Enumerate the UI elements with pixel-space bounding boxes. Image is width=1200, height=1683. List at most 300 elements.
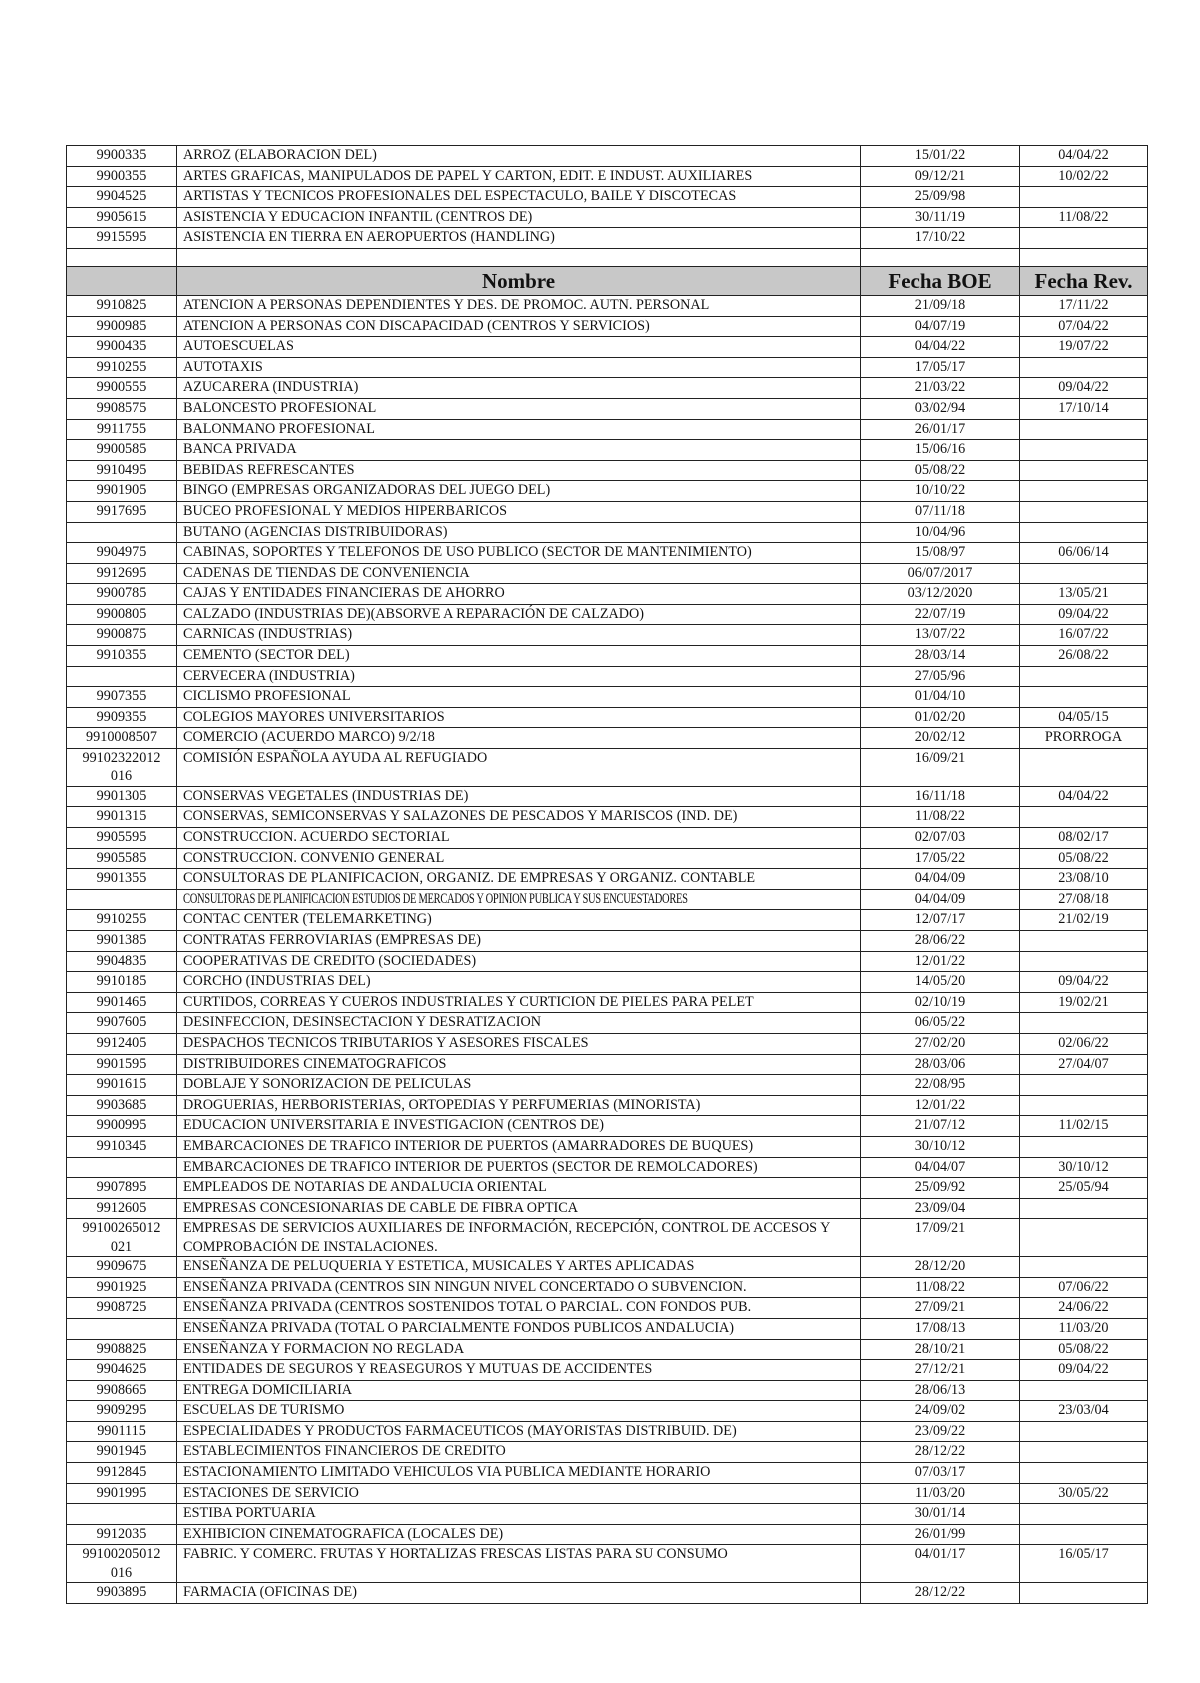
fecha-boe-cell: 17/05/17 <box>861 357 1020 378</box>
code-cell: 99100265012 021 <box>67 1219 177 1257</box>
code-cell: 9910355 <box>67 646 177 667</box>
code-cell: 9901465 <box>67 992 177 1013</box>
table-row <box>67 228 1148 249</box>
fecha-rev-cell <box>1020 1136 1148 1157</box>
code-cell: 9901595 <box>67 1054 177 1075</box>
fecha-rev-cell <box>1020 357 1148 378</box>
fecha-boe-cell: 13/07/22 <box>861 625 1020 646</box>
code-cell <box>67 1157 177 1178</box>
name-cell: CONTAC CENTER (TELEMARKETING) <box>177 910 861 931</box>
code-cell: 9905585 <box>67 848 177 869</box>
code-cell: 9910008507 <box>67 728 177 749</box>
code-cell: 9912845 <box>67 1463 177 1484</box>
fecha-boe-cell: 30/10/12 <box>861 1136 1020 1157</box>
table-row <box>67 1013 1148 1034</box>
name-cell: AZUCARERA (INDUSTRIA) <box>177 378 861 399</box>
header-row <box>67 266 1148 295</box>
fecha-boe-cell: 20/02/12 <box>861 728 1020 749</box>
name-cell: CERVECERA (INDUSTRIA) <box>177 666 861 687</box>
fecha-boe-cell: 30/11/19 <box>861 207 1020 228</box>
fecha-boe-cell: 28/10/21 <box>861 1339 1020 1360</box>
name-cell: CICLISMO PROFESIONAL <box>177 687 861 708</box>
name-cell: CAJAS Y ENTIDADES FINANCIERAS DE AHORRO <box>177 584 861 605</box>
fecha-boe-cell: 04/04/09 <box>861 869 1020 890</box>
name-cell: ENTIDADES DE SEGUROS Y REASEGUROS Y MUTUAS DE ACCIDENTES <box>177 1360 861 1381</box>
table-row <box>67 1116 1148 1137</box>
fecha-rev-cell: 23/08/10 <box>1020 869 1148 890</box>
empty-cell <box>177 248 861 266</box>
fecha-boe-cell: 23/09/04 <box>861 1198 1020 1219</box>
code-cell: 9900335 <box>67 146 177 167</box>
code-cell: 99100205012 016 <box>67 1545 177 1583</box>
code-cell: 9912695 <box>67 563 177 584</box>
fecha-rev-cell <box>1020 951 1148 972</box>
name-cell: DESINFECCION, DESINSECTACION Y DESRATIZACION <box>177 1013 861 1034</box>
fecha-boe-cell: 27/12/21 <box>861 1360 1020 1381</box>
fecha-rev-cell <box>1020 807 1148 828</box>
fecha-boe-cell: 28/03/14 <box>861 646 1020 667</box>
name-cell: DISTRIBUIDORES CINEMATOGRAFICOS <box>177 1054 861 1075</box>
fecha-boe-cell: 17/09/21 <box>861 1219 1020 1257</box>
fecha-boe-cell: 21/03/22 <box>861 378 1020 399</box>
fecha-rev-cell: 13/05/21 <box>1020 584 1148 605</box>
code-cell: 9911755 <box>67 419 177 440</box>
fecha-rev-cell <box>1020 1442 1148 1463</box>
name-cell: ATENCION A PERSONAS DEPENDIENTES Y DES. DE PROMOC. AUTN. PERSONAL <box>177 295 861 316</box>
code-cell: 9901305 <box>67 786 177 807</box>
fecha-rev-cell: 11/03/20 <box>1020 1318 1148 1339</box>
name-cell: ENSEÑANZA DE PELUQUERIA Y ESTETICA, MUSICALES Y ARTES APLICADAS <box>177 1257 861 1278</box>
code-cell: 9907355 <box>67 687 177 708</box>
fecha-rev-cell: 09/04/22 <box>1020 604 1148 625</box>
fecha-rev-cell: 19/02/21 <box>1020 992 1148 1013</box>
convenios-table-body <box>67 146 1148 1604</box>
fecha-rev-cell <box>1020 187 1148 208</box>
fecha-rev-cell <box>1020 228 1148 249</box>
fecha-rev-cell: 09/04/22 <box>1020 378 1148 399</box>
table-row <box>67 1380 1148 1401</box>
fecha-boe-cell: 16/11/18 <box>861 786 1020 807</box>
table-row <box>67 337 1148 358</box>
table-row <box>67 625 1148 646</box>
table-row <box>67 460 1148 481</box>
name-cell: DOBLAJE Y SONORIZACION DE PELICULAS <box>177 1075 861 1096</box>
code-cell <box>67 522 177 543</box>
fecha-rev-cell: 19/07/22 <box>1020 337 1148 358</box>
name-cell: EMBARCACIONES DE TRAFICO INTERIOR DE PUERTOS (AMARRADORES DE BUQUES) <box>177 1136 861 1157</box>
fecha-rev-cell <box>1020 481 1148 502</box>
name-cell: ARROZ (ELABORACION DEL) <box>177 146 861 167</box>
name-cell: COOPERATIVAS DE CREDITO (SOCIEDADES) <box>177 951 861 972</box>
fecha-rev-cell <box>1020 1198 1148 1219</box>
fecha-boe-cell: 03/02/94 <box>861 398 1020 419</box>
table-row <box>67 604 1148 625</box>
name-cell: ESTACIONAMIENTO LIMITADO VEHICULOS VIA PUBLICA MEDIANTE HORARIO <box>177 1463 861 1484</box>
fecha-rev-cell: 16/05/17 <box>1020 1545 1148 1583</box>
code-cell: 9910255 <box>67 910 177 931</box>
name-cell: CALZADO (INDUSTRIAS DE)(ABSORVE A REPARACIÓN DE CALZADO) <box>177 604 861 625</box>
fecha-boe-cell: 15/06/16 <box>861 440 1020 461</box>
fecha-rev-cell: 05/08/22 <box>1020 848 1148 869</box>
table-row <box>67 1136 1148 1157</box>
fecha-boe-cell: 28/06/22 <box>861 931 1020 952</box>
code-cell: 9904835 <box>67 951 177 972</box>
fecha-boe-cell: 12/07/17 <box>861 910 1020 931</box>
fecha-boe-cell: 26/01/99 <box>861 1524 1020 1545</box>
name-cell: AUTOESCUELAS <box>177 337 861 358</box>
name-cell: ESCUELAS DE TURISMO <box>177 1401 861 1422</box>
fecha-boe-cell: 04/01/17 <box>861 1545 1020 1583</box>
fecha-boe-cell: 03/12/2020 <box>861 584 1020 605</box>
fecha-rev-cell: 08/02/17 <box>1020 828 1148 849</box>
table-row <box>67 687 1148 708</box>
fecha-rev-cell <box>1020 1013 1148 1034</box>
fecha-boe-cell: 25/09/92 <box>861 1178 1020 1199</box>
fecha-rev-cell <box>1020 749 1148 787</box>
fecha-rev-cell: 11/08/22 <box>1020 207 1148 228</box>
table-row <box>67 481 1148 502</box>
header-fecha-rev: Fecha Rev. <box>1020 266 1148 295</box>
fecha-rev-cell <box>1020 1075 1148 1096</box>
table-row <box>67 316 1148 337</box>
fecha-rev-cell <box>1020 687 1148 708</box>
table-row <box>67 1277 1148 1298</box>
table-row <box>67 828 1148 849</box>
table-row <box>67 1360 1148 1381</box>
name-cell: ENTREGA DOMICILIARIA <box>177 1380 861 1401</box>
code-cell: 9903895 <box>67 1583 177 1604</box>
fecha-rev-cell: 30/10/12 <box>1020 1157 1148 1178</box>
fecha-boe-cell: 10/10/22 <box>861 481 1020 502</box>
fecha-boe-cell: 05/08/22 <box>861 460 1020 481</box>
convenios-table <box>66 145 1148 1604</box>
code-cell: 9900555 <box>67 378 177 399</box>
table-row <box>67 419 1148 440</box>
table-row <box>67 1157 1148 1178</box>
table-row <box>67 1095 1148 1116</box>
table-row <box>67 848 1148 869</box>
table-row <box>67 869 1148 890</box>
table-row <box>67 1504 1148 1525</box>
code-cell: 9901945 <box>67 1442 177 1463</box>
code-cell <box>67 1318 177 1339</box>
table-row <box>67 1298 1148 1319</box>
fecha-boe-cell: 04/04/22 <box>861 337 1020 358</box>
name-cell: BINGO (EMPRESAS ORGANIZADORAS DEL JUEGO DEL) <box>177 481 861 502</box>
code-cell: 9900585 <box>67 440 177 461</box>
code-cell <box>67 1504 177 1525</box>
name-cell: CARNICAS (INDUSTRIAS) <box>177 625 861 646</box>
fecha-boe-cell: 07/03/17 <box>861 1463 1020 1484</box>
table-row <box>67 931 1148 952</box>
fecha-rev-cell <box>1020 1380 1148 1401</box>
table-row <box>67 146 1148 167</box>
name-cell: ENSEÑANZA PRIVADA (CENTROS SOSTENIDOS TOTAL O PARCIAL. CON FONDOS PUB. <box>177 1298 861 1319</box>
code-cell: 9904525 <box>67 187 177 208</box>
code-cell: 9905615 <box>67 207 177 228</box>
code-cell: 9901115 <box>67 1421 177 1442</box>
name-cell: BEBIDAS REFRESCANTES <box>177 460 861 481</box>
fecha-boe-cell: 14/05/20 <box>861 972 1020 993</box>
fecha-rev-cell: 30/05/22 <box>1020 1483 1148 1504</box>
fecha-rev-cell: 09/04/22 <box>1020 972 1148 993</box>
code-cell: 9901995 <box>67 1483 177 1504</box>
fecha-boe-cell: 09/12/21 <box>861 166 1020 187</box>
table-row <box>67 707 1148 728</box>
fecha-rev-cell: 26/08/22 <box>1020 646 1148 667</box>
name-cell: CONTRATAS FERROVIARIAS (EMPRESAS DE) <box>177 931 861 952</box>
name-cell: BUCEO PROFESIONAL Y MEDIOS HIPERBARICOS <box>177 501 861 522</box>
fecha-rev-cell <box>1020 1421 1148 1442</box>
fecha-boe-cell: 22/08/95 <box>861 1075 1020 1096</box>
code-cell: 9900785 <box>67 584 177 605</box>
name-cell: ARTES GRAFICAS, MANIPULADOS DE PAPEL Y CARTON, EDIT. E INDUST. AUXILIARES <box>177 166 861 187</box>
code-cell: 9901385 <box>67 931 177 952</box>
name-cell: CONSERVAS, SEMICONSERVAS Y SALAZONES DE PESCADOS Y MARISCOS (IND. DE) <box>177 807 861 828</box>
fecha-boe-cell: 15/08/97 <box>861 543 1020 564</box>
fecha-boe-cell: 26/01/17 <box>861 419 1020 440</box>
table-row <box>67 501 1148 522</box>
table-row <box>67 522 1148 543</box>
code-cell: 9912605 <box>67 1198 177 1219</box>
code-cell: 9910255 <box>67 357 177 378</box>
fecha-rev-cell: 27/04/07 <box>1020 1054 1148 1075</box>
table-row <box>67 1339 1148 1360</box>
fecha-rev-cell: 07/06/22 <box>1020 1277 1148 1298</box>
fecha-rev-cell <box>1020 1257 1148 1278</box>
fecha-boe-cell: 06/05/22 <box>861 1013 1020 1034</box>
name-cell: CONSERVAS VEGETALES (INDUSTRIAS DE) <box>177 786 861 807</box>
fecha-boe-cell: 27/05/96 <box>861 666 1020 687</box>
fecha-boe-cell: 10/04/96 <box>861 522 1020 543</box>
table-row <box>67 992 1148 1013</box>
table-row <box>67 1401 1148 1422</box>
code-cell: 9908665 <box>67 1380 177 1401</box>
fecha-rev-cell <box>1020 1583 1148 1604</box>
name-cell: CONSTRUCCION. ACUERDO SECTORIAL <box>177 828 861 849</box>
name-cell: DESPACHOS TECNICOS TRIBUTARIOS Y ASESORES FISCALES <box>177 1033 861 1054</box>
fecha-boe-cell: 01/02/20 <box>861 707 1020 728</box>
name-cell: CURTIDOS, CORREAS Y CUEROS INDUSTRIALES Y CURTICION DE PIELES PARA PELET <box>177 992 861 1013</box>
table-row <box>67 951 1148 972</box>
table-row <box>67 1257 1148 1278</box>
name-cell: BANCA PRIVADA <box>177 440 861 461</box>
table-row <box>67 972 1148 993</box>
table-row <box>67 1442 1148 1463</box>
table-row <box>67 584 1148 605</box>
table-row <box>67 166 1148 187</box>
fecha-boe-cell: 12/01/22 <box>861 1095 1020 1116</box>
name-cell <box>177 889 861 910</box>
table-row <box>67 786 1148 807</box>
fecha-boe-cell: 30/01/14 <box>861 1504 1020 1525</box>
fecha-rev-cell: 21/02/19 <box>1020 910 1148 931</box>
table-row <box>67 1219 1148 1257</box>
spacer-row <box>67 248 1148 266</box>
code-cell: 9908725 <box>67 1298 177 1319</box>
fecha-boe-cell: 28/12/22 <box>861 1442 1020 1463</box>
fecha-rev-cell <box>1020 460 1148 481</box>
table-row <box>67 666 1148 687</box>
code-cell: 9900805 <box>67 604 177 625</box>
fecha-rev-cell: 06/06/14 <box>1020 543 1148 564</box>
fecha-rev-cell <box>1020 501 1148 522</box>
fecha-rev-cell: 09/04/22 <box>1020 1360 1148 1381</box>
fecha-rev-cell: 04/05/15 <box>1020 707 1148 728</box>
table-row <box>67 543 1148 564</box>
fecha-rev-cell: 05/08/22 <box>1020 1339 1148 1360</box>
code-cell: 9900995 <box>67 1116 177 1137</box>
name-cell: COMERCIO (ACUERDO MARCO) 9/2/18 <box>177 728 861 749</box>
fecha-rev-cell: 11/02/15 <box>1020 1116 1148 1137</box>
fecha-boe-cell: 16/09/21 <box>861 749 1020 787</box>
fecha-rev-cell <box>1020 1463 1148 1484</box>
fecha-rev-cell: 07/04/22 <box>1020 316 1148 337</box>
fecha-boe-cell: 11/08/22 <box>861 1277 1020 1298</box>
table-row <box>67 910 1148 931</box>
table-row <box>67 728 1148 749</box>
table-row <box>67 1545 1148 1583</box>
fecha-rev-cell: 04/04/22 <box>1020 146 1148 167</box>
code-cell: 9907605 <box>67 1013 177 1034</box>
header-nombre: Nombre <box>177 266 861 295</box>
fecha-boe-cell: 23/09/22 <box>861 1421 1020 1442</box>
code-cell: 9900355 <box>67 166 177 187</box>
code-cell: 9901315 <box>67 807 177 828</box>
fecha-boe-cell: 27/02/20 <box>861 1033 1020 1054</box>
code-cell: 9909295 <box>67 1401 177 1422</box>
fecha-boe-cell: 28/12/20 <box>861 1257 1020 1278</box>
code-cell: 9904975 <box>67 543 177 564</box>
fecha-rev-cell <box>1020 666 1148 687</box>
name-cell: ESTACIONES DE SERVICIO <box>177 1483 861 1504</box>
name-cell: ASISTENCIA Y EDUCACION INFANTIL (CENTROS DE) <box>177 207 861 228</box>
table-row <box>67 646 1148 667</box>
name-cell: BALONCESTO PROFESIONAL <box>177 398 861 419</box>
code-cell: 9905595 <box>67 828 177 849</box>
table-row <box>67 1178 1148 1199</box>
fecha-boe-cell: 11/08/22 <box>861 807 1020 828</box>
fecha-boe-cell: 28/12/22 <box>861 1583 1020 1604</box>
name-cell: EMPLEADOS DE NOTARIAS DE ANDALUCIA ORIENTAL <box>177 1178 861 1199</box>
name-cell: ENSEÑANZA Y FORMACION NO REGLADA <box>177 1339 861 1360</box>
code-cell: 99102322012 016 <box>67 749 177 787</box>
code-cell: 9901925 <box>67 1277 177 1298</box>
fecha-rev-cell <box>1020 1219 1148 1257</box>
code-cell: 9901615 <box>67 1075 177 1096</box>
fecha-boe-cell: 06/07/2017 <box>861 563 1020 584</box>
fecha-boe-cell: 04/07/19 <box>861 316 1020 337</box>
fecha-boe-cell: 02/07/03 <box>861 828 1020 849</box>
name-cell: COLEGIOS MAYORES UNIVERSITARIOS <box>177 707 861 728</box>
code-cell: 9900875 <box>67 625 177 646</box>
fecha-boe-cell: 17/08/13 <box>861 1318 1020 1339</box>
fecha-rev-cell: 27/08/18 <box>1020 889 1148 910</box>
table-row <box>67 749 1148 787</box>
code-cell: 9908825 <box>67 1339 177 1360</box>
table-row <box>67 1198 1148 1219</box>
fecha-boe-cell: 28/06/13 <box>861 1380 1020 1401</box>
name-cell: CABINAS, SOPORTES Y TELEFONOS DE USO PUBLICO (SECTOR DE MANTENIMIENTO) <box>177 543 861 564</box>
fecha-rev-cell: 25/05/94 <box>1020 1178 1148 1199</box>
table-row <box>67 1054 1148 1075</box>
name-cell: ATENCION A PERSONAS CON DISCAPACIDAD (CENTROS Y SERVICIOS) <box>177 316 861 337</box>
fecha-rev-cell <box>1020 1524 1148 1545</box>
fecha-rev-cell: 23/03/04 <box>1020 1401 1148 1422</box>
code-cell <box>67 666 177 687</box>
table-row <box>67 807 1148 828</box>
code-cell: 9909355 <box>67 707 177 728</box>
fecha-rev-cell: 17/11/22 <box>1020 295 1148 316</box>
fecha-boe-cell: 11/03/20 <box>861 1483 1020 1504</box>
table-row <box>67 187 1148 208</box>
fecha-rev-cell <box>1020 522 1148 543</box>
fecha-rev-cell: PRORROGA <box>1020 728 1148 749</box>
name-cell: CONSULTORAS DE PLANIFICACION, ORGANIZ. DE EMPRESAS Y ORGANIZ. CONTABLE <box>177 869 861 890</box>
fecha-rev-cell: 24/06/22 <box>1020 1298 1148 1319</box>
code-cell: 9917695 <box>67 501 177 522</box>
name-cell: ENSEÑANZA PRIVADA (CENTROS SIN NINGUN NIVEL CONCERTADO O SUBVENCION. <box>177 1277 861 1298</box>
fecha-rev-cell: 02/06/22 <box>1020 1033 1148 1054</box>
fecha-rev-cell: 10/02/22 <box>1020 166 1148 187</box>
fecha-rev-cell <box>1020 1095 1148 1116</box>
code-cell: 9915595 <box>67 228 177 249</box>
name-cell: FABRIC. Y COMERC. FRUTAS Y HORTALIZAS FRESCAS LISTAS PARA SU CONSUMO <box>177 1545 861 1583</box>
fecha-boe-cell: 24/09/02 <box>861 1401 1020 1422</box>
table-row <box>67 1033 1148 1054</box>
name-cell: ENSEÑANZA PRIVADA (TOTAL O PARCIALMENTE FONDOS PUBLICOS ANDALUCIA) <box>177 1318 861 1339</box>
fecha-boe-cell: 12/01/22 <box>861 951 1020 972</box>
fecha-boe-cell: 27/09/21 <box>861 1298 1020 1319</box>
code-cell: 9907895 <box>67 1178 177 1199</box>
table-row <box>67 1463 1148 1484</box>
name-text: CONSULTORAS DE PLANIFICACION ESTUDIOS DE MERCADOS Y OPINION PUBLICA Y SUS ENCUESTADORES <box>183 890 688 907</box>
code-cell: 9901905 <box>67 481 177 502</box>
fecha-rev-cell: 04/04/22 <box>1020 786 1148 807</box>
fecha-rev-cell: 16/07/22 <box>1020 625 1148 646</box>
fecha-boe-cell: 22/07/19 <box>861 604 1020 625</box>
code-cell: 9908575 <box>67 398 177 419</box>
name-cell: AUTOTAXIS <box>177 357 861 378</box>
fecha-rev-cell <box>1020 419 1148 440</box>
fecha-boe-cell: 17/10/22 <box>861 228 1020 249</box>
name-cell: EMPRESAS CONCESIONARIAS DE CABLE DE FIBRA OPTICA <box>177 1198 861 1219</box>
fecha-rev-cell <box>1020 1504 1148 1525</box>
table-row <box>67 563 1148 584</box>
code-cell: 9910495 <box>67 460 177 481</box>
fecha-boe-cell: 15/01/22 <box>861 146 1020 167</box>
name-cell: ESTABLECIMIENTOS FINANCIEROS DE CREDITO <box>177 1442 861 1463</box>
empty-cell <box>67 248 177 266</box>
fecha-boe-cell: 02/10/19 <box>861 992 1020 1013</box>
fecha-rev-cell <box>1020 563 1148 584</box>
code-cell: 9910185 <box>67 972 177 993</box>
name-cell: ESTIBA PORTUARIA <box>177 1504 861 1525</box>
fecha-boe-cell: 01/04/10 <box>861 687 1020 708</box>
fecha-boe-cell: 04/04/07 <box>861 1157 1020 1178</box>
name-cell: CORCHO (INDUSTRIAS DEL) <box>177 972 861 993</box>
name-cell: EDUCACION UNIVERSITARIA E INVESTIGACION (CENTROS DE) <box>177 1116 861 1137</box>
table-row <box>67 1483 1148 1504</box>
fecha-boe-cell: 04/04/09 <box>861 889 1020 910</box>
empty-cell <box>1020 248 1148 266</box>
name-cell: BUTANO (AGENCIAS DISTRIBUIDORAS) <box>177 522 861 543</box>
header-fecha-boe: Fecha BOE <box>861 266 1020 295</box>
table-row <box>67 1421 1148 1442</box>
fecha-boe-cell: 21/09/18 <box>861 295 1020 316</box>
name-cell: FARMACIA (OFICINAS DE) <box>177 1583 861 1604</box>
name-cell: CADENAS DE TIENDAS DE CONVENIENCIA <box>177 563 861 584</box>
